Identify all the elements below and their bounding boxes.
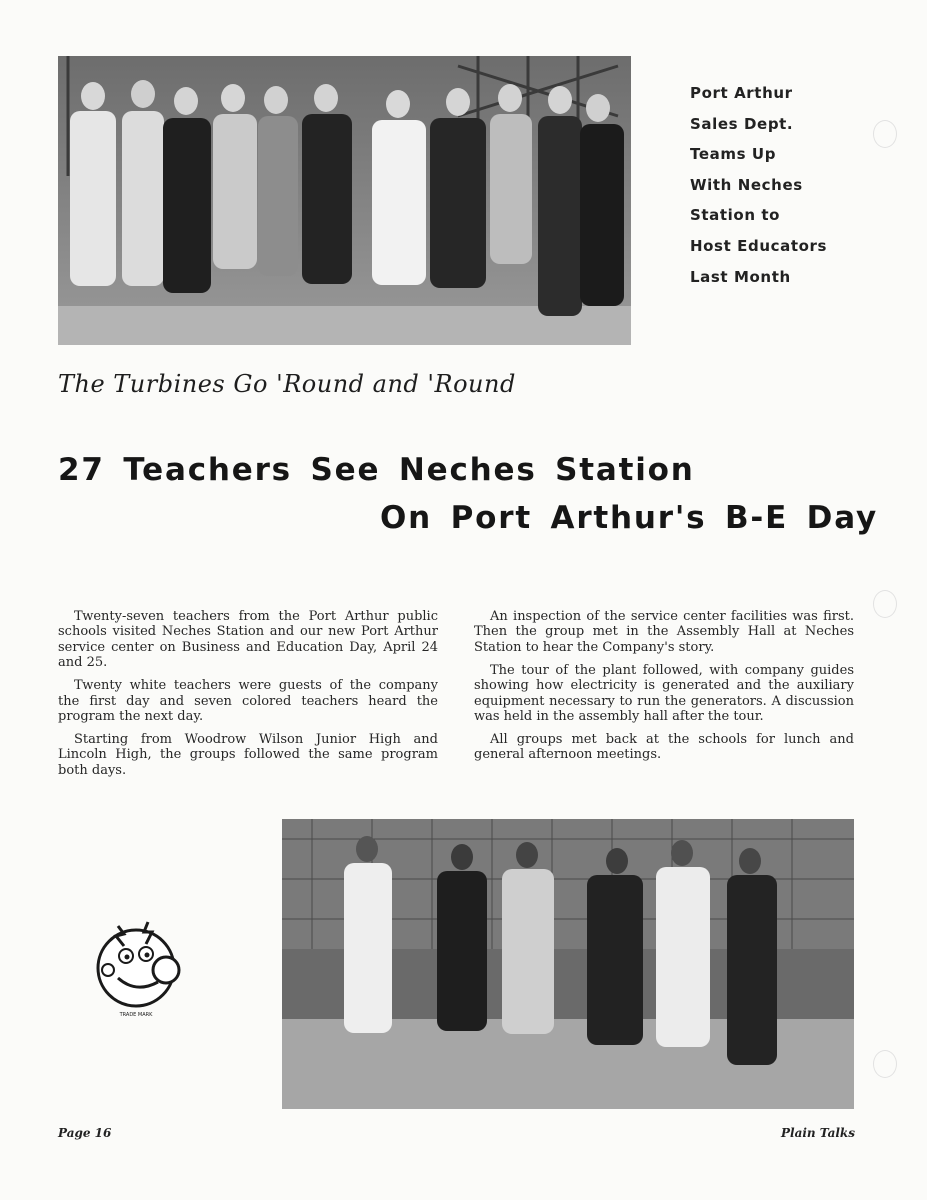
- paragraph: Twenty-seven teachers from the Port Arthur public schools visited Neches Station and our new Port Arthur service center on Business and Education Day, April 24 and 25.: [58, 609, 438, 671]
- caption-line: Host Educators: [690, 236, 828, 255]
- reddy-kilowatt-mascot-icon: [88, 912, 190, 1020]
- paragraph: Twenty white teachers were guests of the company the first day and seven colored teachers heard the program the next day.: [58, 678, 438, 724]
- paragraph: Starting from Woodrow Wilson Junior High and Lincoln High, the groups followed the same program both days.: [58, 731, 438, 778]
- caption-line: Station to: [690, 206, 781, 225]
- headline-line-2: On Port Arthur's B-E Day: [380, 500, 878, 536]
- script-heading: The Turbines Go 'Round and 'Round: [58, 370, 516, 398]
- article-column-right: [474, 609, 854, 770]
- paragraph: The tour of the plant followed, with company guides showing how electricity is generated and the auxiliary equipment necessary to run the generators. A discussion was held in the assembly hall after the tour.: [474, 662, 854, 724]
- caption-line: Port Arthur: [690, 84, 793, 102]
- article-column-left: [58, 609, 438, 786]
- binder-hole: [873, 1050, 897, 1078]
- binder-hole: [873, 120, 897, 148]
- paragraph: An inspection of the service center facilities was first. Then the group met in the Assembly Hall at Neches Station to hear the Company's story.: [474, 609, 854, 655]
- paragraph: All groups met back at the schools for lunch and general afternoon meetings.: [474, 731, 854, 763]
- headline-line-1: 27 Teachers See Neches Station: [58, 452, 695, 488]
- trade-mark-label: TRADE MARK: [119, 1012, 153, 1018]
- caption-line: Sales Dept.: [690, 114, 794, 133]
- group-photo-second-day: [282, 819, 854, 1109]
- binder-hole: [873, 590, 897, 618]
- page-number: Page 16: [58, 1126, 112, 1140]
- caption-line: Last Month: [690, 267, 791, 286]
- publication-name: Plain Talks: [780, 1126, 855, 1140]
- photo-caption: [690, 78, 890, 292]
- caption-line: With Neches: [690, 175, 803, 194]
- caption-line: Teams Up: [690, 145, 777, 164]
- group-photo-first-day: [58, 56, 631, 345]
